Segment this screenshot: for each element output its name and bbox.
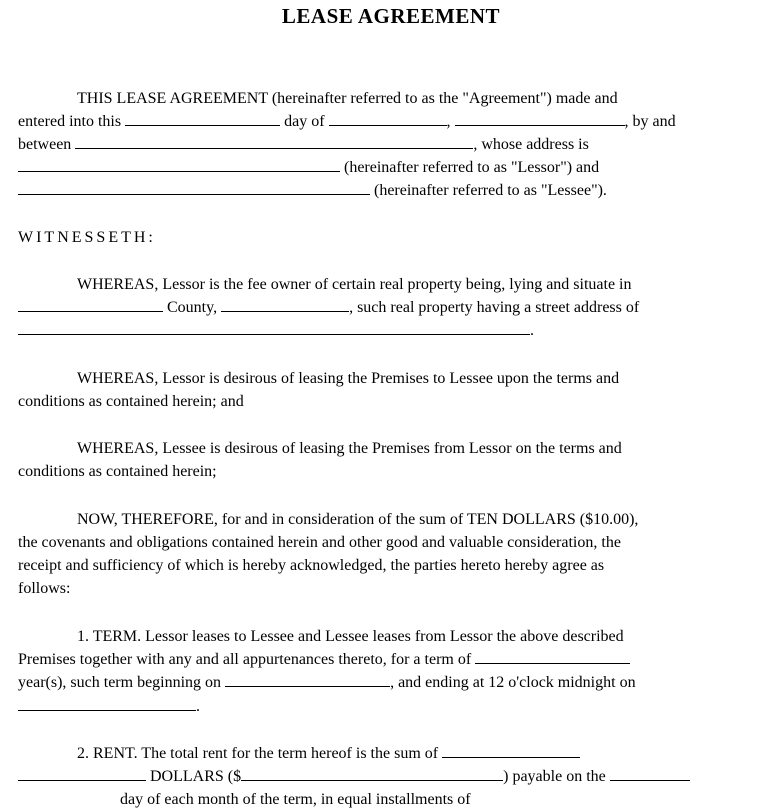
intro-line-5 xyxy=(18,179,607,202)
intro-text: between xyxy=(18,136,72,153)
term-line-1: 1. TERM. Lessor leases to Lessee and Lessee leases from Lessor the above described xyxy=(77,628,624,645)
intro-line-2 xyxy=(18,110,676,133)
intro-line-4 xyxy=(18,156,599,179)
date-year-blank[interactable] xyxy=(455,111,625,126)
lessor-address-blank[interactable] xyxy=(18,157,340,172)
intro-text: entered into this xyxy=(18,113,122,130)
rent-text: 2. RENT. The total rent for the term hereof is the sum of xyxy=(77,745,439,762)
rent-line-1 xyxy=(77,742,580,765)
term-start-blank[interactable] xyxy=(225,672,390,687)
now-line-4: follows: xyxy=(18,580,71,597)
term-text: . xyxy=(196,698,200,715)
term-text: Premises together with any and all appurtenances thereto, for a term of xyxy=(18,651,472,668)
date-day-blank[interactable] xyxy=(125,111,280,126)
rent-text: ) payable on the xyxy=(503,768,606,785)
county-blank[interactable] xyxy=(18,297,163,312)
now-line-1: NOW, THEREFORE, for and in consideration of the sum of TEN DOLLARS ($10.00), xyxy=(77,511,639,528)
rent-due-day-blank[interactable] xyxy=(610,766,690,781)
term-text: year(s), such term beginning on xyxy=(18,674,222,691)
term-line-2 xyxy=(18,648,630,671)
whereas3-line-1: WHEREAS, Lessee is desirous of leasing the Premises from Lessor on the terms and xyxy=(77,440,622,457)
state-blank[interactable] xyxy=(221,297,349,312)
lessee-name-blank[interactable] xyxy=(18,180,370,195)
whereas-text: , such real property having a street address of xyxy=(349,299,640,316)
whereas1-line-3 xyxy=(18,319,534,342)
intro-text: , xyxy=(446,113,451,130)
rent-line-2 xyxy=(18,765,690,788)
intro-text: day of xyxy=(284,113,325,130)
term-end-blank[interactable] xyxy=(18,696,196,711)
rent-amount-blank[interactable] xyxy=(241,766,503,781)
term-line-3 xyxy=(18,671,636,694)
street-address-blank[interactable] xyxy=(18,320,530,335)
whereas2-line-1: WHEREAS, Lessor is desirous of leasing the Premises to Lessee upon the terms and xyxy=(77,370,620,387)
intro-text: (hereinafter referred to as "Lessee"). xyxy=(374,182,607,199)
witnesseth-heading: WITNESSETH: xyxy=(18,229,156,246)
date-month-blank[interactable] xyxy=(329,111,447,126)
rent-total-blank[interactable] xyxy=(442,743,580,758)
rent-text: DOLLARS ($ xyxy=(150,768,242,785)
whereas1-line-1: WHEREAS, Lessor is the fee owner of certain real property being, lying and situate in xyxy=(77,276,632,293)
intro-line-1: THIS LEASE AGREEMENT (hereinafter referred to as the "Agreement") made and xyxy=(77,90,618,107)
lessor-name-blank[interactable] xyxy=(75,134,473,149)
term-years-blank[interactable] xyxy=(475,649,630,664)
intro-text: , by and xyxy=(624,113,676,130)
intro-text: (hereinafter referred to as "Lessor") and xyxy=(344,159,600,176)
intro-line-3 xyxy=(18,133,589,156)
term-text: , and ending at 12 o'clock midnight on xyxy=(390,674,636,691)
whereas-text: County, xyxy=(167,299,218,316)
whereas1-line-2 xyxy=(18,296,639,319)
document-title: LEASE AGREEMENT xyxy=(281,4,501,28)
rent-words-blank[interactable] xyxy=(18,766,146,781)
whereas2-line-2: conditions as contained herein; and xyxy=(18,393,244,410)
now-line-2: the covenants and obligations contained herein and other good and valuable consideration, the xyxy=(18,534,621,551)
term-line-4 xyxy=(18,695,200,718)
whereas3-line-2: conditions as contained herein; xyxy=(18,463,217,480)
rent-line-3: day of each month of the term, in equal installments of xyxy=(120,791,471,808)
intro-text: , whose address is xyxy=(473,136,589,153)
whereas-text: . xyxy=(530,322,534,339)
now-line-3: receipt and sufficiency of which is hereby acknowledged, the parties hereto hereby agree as xyxy=(18,557,605,574)
